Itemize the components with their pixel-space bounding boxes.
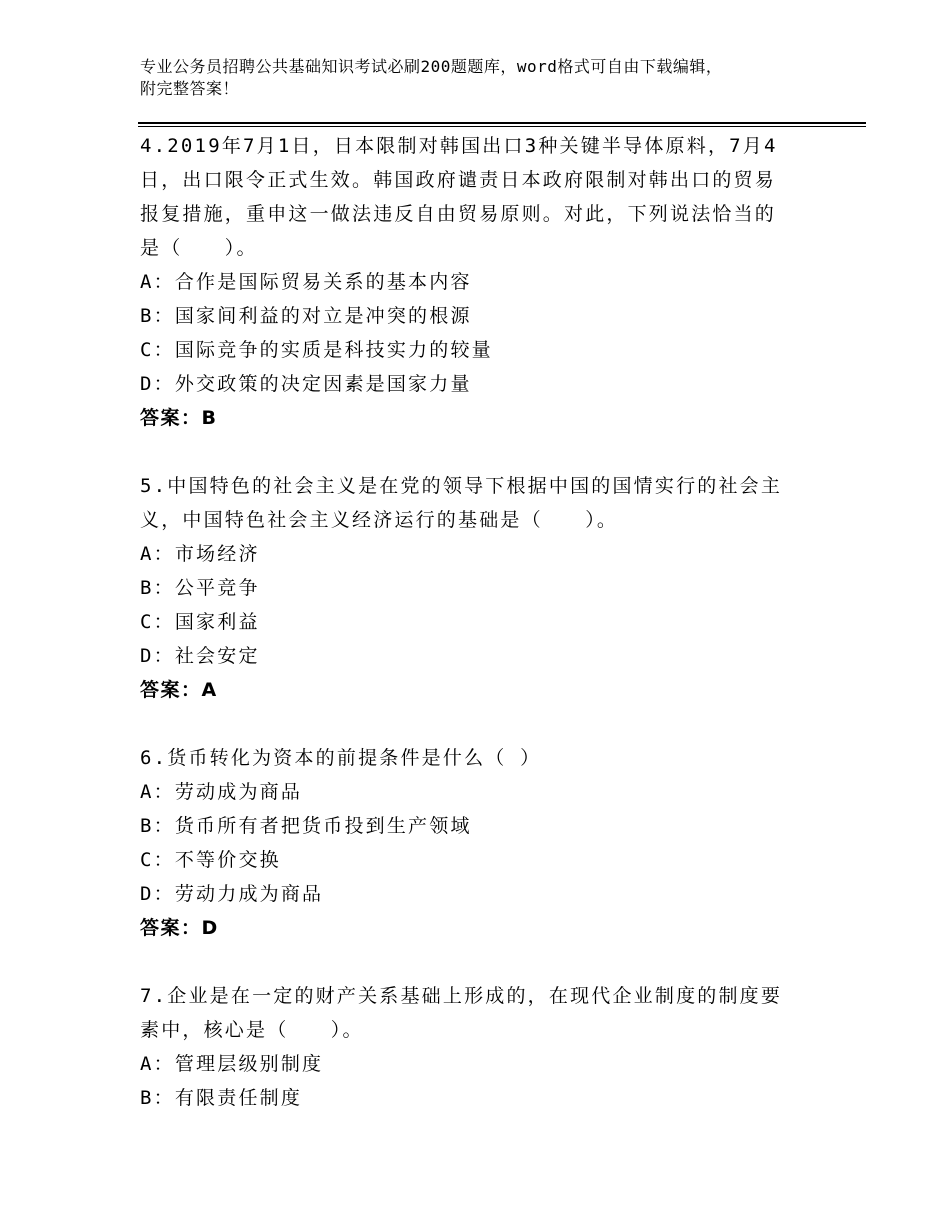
option-a: A：市场经济: [140, 543, 260, 565]
question-stem-line: 日，出口限令正式生效。韩国政府谴责日本政府限制对韩出口的贸易: [140, 169, 777, 191]
answer-label: 答案：B: [140, 407, 218, 429]
header-divider-thick: [138, 122, 866, 124]
header-divider-thin: [138, 126, 866, 127]
option-c: C：不等价交换: [140, 849, 281, 871]
option-d: D：劳动力成为商品: [140, 883, 324, 905]
option-b: B：国家间利益的对立是冲突的根源: [140, 305, 472, 327]
option-a: A：合作是国际贸易关系的基本内容: [140, 271, 472, 293]
option-b: B：公平竞争: [140, 577, 260, 599]
question-6: [140, 741, 810, 945]
header-line-2: 附完整答案！: [140, 79, 240, 98]
question-4: [140, 129, 810, 435]
option-d: D：外交政策的决定因素是国家力量: [140, 373, 472, 395]
question-stem-line: 7.企业是在一定的财产关系基础上形成的，在现代企业制度的制度要: [140, 985, 783, 1007]
question-list: [140, 129, 810, 1149]
question-5: [140, 469, 810, 707]
question-stem-line: 素中，核心是（ ）。: [140, 1019, 364, 1041]
answer-label: 答案：D: [140, 917, 219, 939]
question-stem-line: 是（ ）。: [140, 237, 258, 259]
page-header: [140, 56, 840, 100]
option-c: C：国际竞争的实质是科技实力的较量: [140, 339, 493, 361]
option-d: D：社会安定: [140, 645, 260, 667]
question-stem-line: 4.2019年7月1日，日本限制对韩国出口3种关键半导体原料，7月4: [140, 135, 778, 157]
option-a: A：劳动成为商品: [140, 781, 303, 803]
option-b: B：有限责任制度: [140, 1087, 303, 1109]
header-line-1: 专业公务员招聘公共基础知识考试必刷200题题库，word格式可自由下载编辑，: [140, 57, 723, 76]
question-7: [140, 979, 810, 1115]
option-c: C：国家利益: [140, 611, 260, 633]
question-stem-line: 6.货币转化为资本的前提条件是什么（ ）: [140, 747, 542, 769]
answer-label: 答案：A: [140, 679, 218, 701]
option-a: A：管理层级别制度: [140, 1053, 324, 1075]
question-stem-line: 义，中国特色社会主义经济运行的基础是（ ）。: [140, 509, 619, 531]
question-stem-line: 5.中国特色的社会主义是在党的领导下根据中国的国情实行的社会主: [140, 475, 783, 497]
question-stem-line: 报复措施，重申这一做法违反自由贸易原则。对此，下列说法恰当的: [140, 203, 777, 225]
option-b: B：货币所有者把货币投到生产领域: [140, 815, 472, 837]
